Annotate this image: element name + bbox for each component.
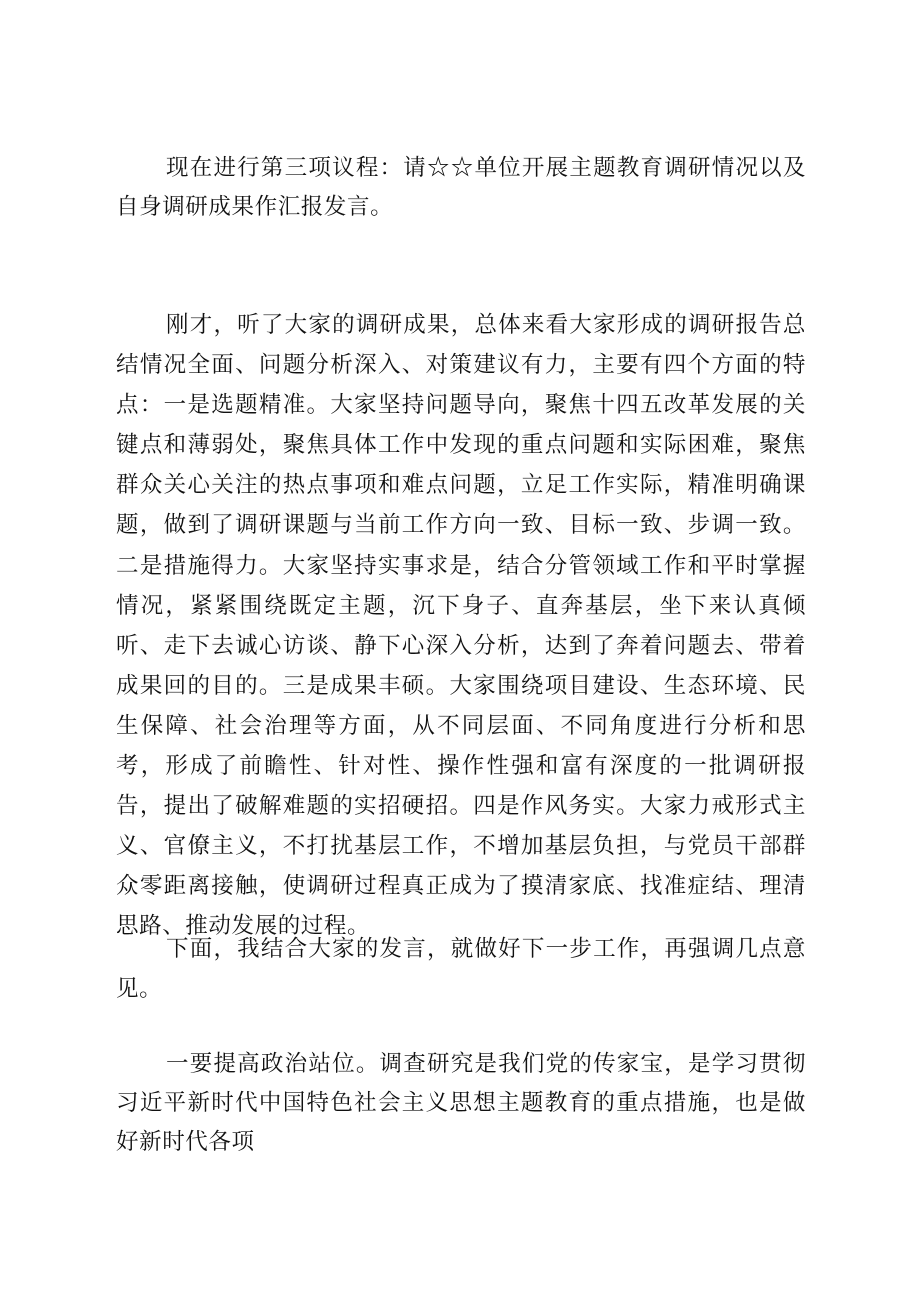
paragraph-summary: 刚才，听了大家的调研成果，总体来看大家形成的调研报告总结情况全面、问题分析深入、对策建议有力，主要有四个方面的特点：一是选题精准。大家坚持问题导向，聚焦十四五改革发展的关键点和薄弱处，聚焦具体工作中发现的重点问题和实际困难，聚焦群众关心关注的热点事项和难点问题，立足工作实际，精准明确课题，做到了调研课题与当前工作方向一致、目标一致、步调一致。二是措施得力。大家坚持实事求是，结合分管领域工作和平时掌握情况，紧紧围绕既定主题，沉下身子、直奔基层，坐下来认真倾听、走下去诚心访谈、静下心深入分析，达到了奔着问题去、带着成果回的目的。三是成果丰硕。大家围绕项目建设、生态环境、民生保障、社会治理等方面，从不同层面、不同角度进行分析和思考，形成了前瞻性、针对性、操作性强和富有深度的一批调研报告，提出了破解难题的实招硬招。四是作风务实。大家力戒形式主义、官僚主义，不打扰基层工作，不增加基层负担，与党员干部群众零距离接触，使调研过程真正成为了摸清家底、找准症结、理清思路、推动发展的过程。 bbox=[116, 312, 806, 940]
paragraph-transition: 下面，我结合大家的发言，就做好下一步工作，再强调几点意见。 bbox=[116, 936, 806, 1002]
paragraph-point-one: 一要提高政治站位。调查研究是我们党的传家宝，是学习贯彻习近平新时代中国特色社会主义思想主题教育的重点措施，也是做好新时代各项 bbox=[116, 1051, 806, 1155]
paragraph-agenda: 现在进行第三项议程：请☆☆单位开展主题教育调研情况以及自身调研成果作汇报发言。 bbox=[116, 155, 806, 220]
